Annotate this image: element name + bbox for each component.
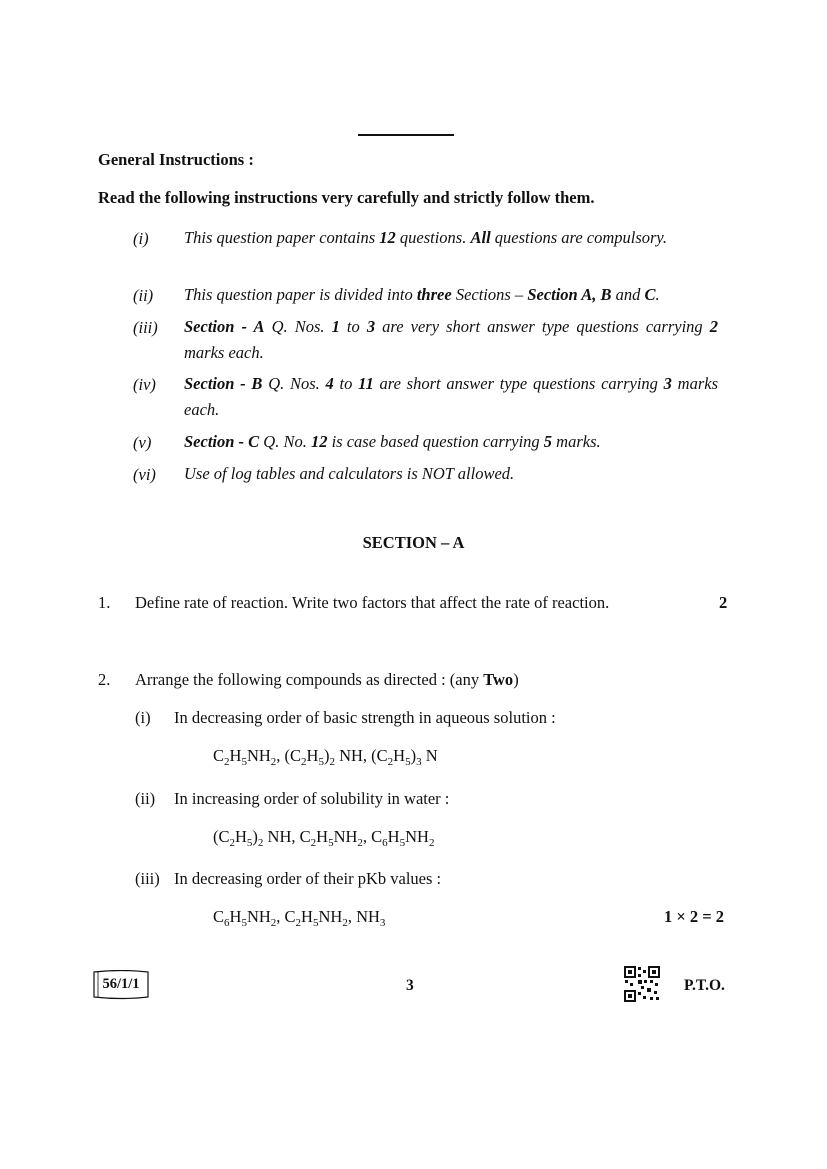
instruction-number: (iii)	[133, 318, 158, 337]
qr-code-icon	[624, 966, 660, 1002]
instruction-number: (vi)	[133, 465, 156, 484]
paper-code-box	[92, 970, 146, 998]
instruction-text: This question paper contains 12 questions. All questions are compulsory.	[184, 228, 667, 247]
question-text: Arrange the following compounds as directed : (any Two)	[135, 670, 519, 689]
instruction-text: Use of log tables and calculators is NOT allowed.	[184, 464, 515, 483]
read-instructions-text: Read the following instructions very carefully and strictly follow them.	[98, 188, 595, 207]
subpart-number: (iii)	[135, 869, 160, 888]
subpart-text: In decreasing order of basic strength in aqueous solution :	[174, 708, 556, 727]
paper-code: 56/1/1	[102, 976, 140, 992]
question-number: 2.	[98, 670, 111, 689]
top-divider	[358, 134, 454, 136]
page-number: 3	[406, 977, 414, 994]
instruction-number: (v)	[133, 433, 152, 452]
subpart-number: (i)	[135, 708, 151, 727]
instruction-text: Section - A Q. Nos. 1 to 3 are very short answer type questions carrying 2 marks each.	[184, 317, 718, 362]
instruction-number: (iv)	[133, 375, 156, 394]
instruction-text: Section - B Q. Nos. 4 to 11 are short answer type questions carrying 3 marks each.	[184, 374, 718, 419]
question-marks: 2	[719, 593, 728, 612]
question-text: Define rate of reaction. Write two factors that affect the rate of reaction.	[135, 593, 610, 612]
chemical-formula: $C_2H_5NH_2$, $(C_2H_5)_2$ NH, $(C_2H_5)_3$ N	[213, 746, 438, 768]
general-instructions-heading: General Instructions :	[98, 150, 254, 169]
please-turn-over: P.T.O.	[684, 977, 725, 994]
question-number: 1.	[98, 593, 111, 612]
instruction-number: (i)	[133, 229, 149, 248]
subpart-text: In decreasing order of their pKb values :	[174, 869, 442, 888]
chemical-formula: $(C_2H_5)_2$ NH, $C_2H_5NH_2$, $C_6H_5NH_2$	[213, 827, 435, 849]
instruction-number: (ii)	[133, 286, 154, 305]
subpart-number: (ii)	[135, 789, 156, 808]
instruction-text: Section - C Q. No. 12 is case based question carrying 5 marks.	[184, 432, 601, 451]
subpart-text: In increasing order of solubility in water :	[174, 789, 450, 808]
chemical-formula: $C_6H_5NH_2$, $C_2H_5NH_2$, $NH_3$	[213, 907, 386, 929]
instruction-text: This question paper is divided into three Sections – Section A, B and C.	[184, 285, 660, 304]
question-marks: 1 × 2 = 2	[664, 907, 725, 926]
section-title: SECTION – A	[362, 533, 465, 552]
